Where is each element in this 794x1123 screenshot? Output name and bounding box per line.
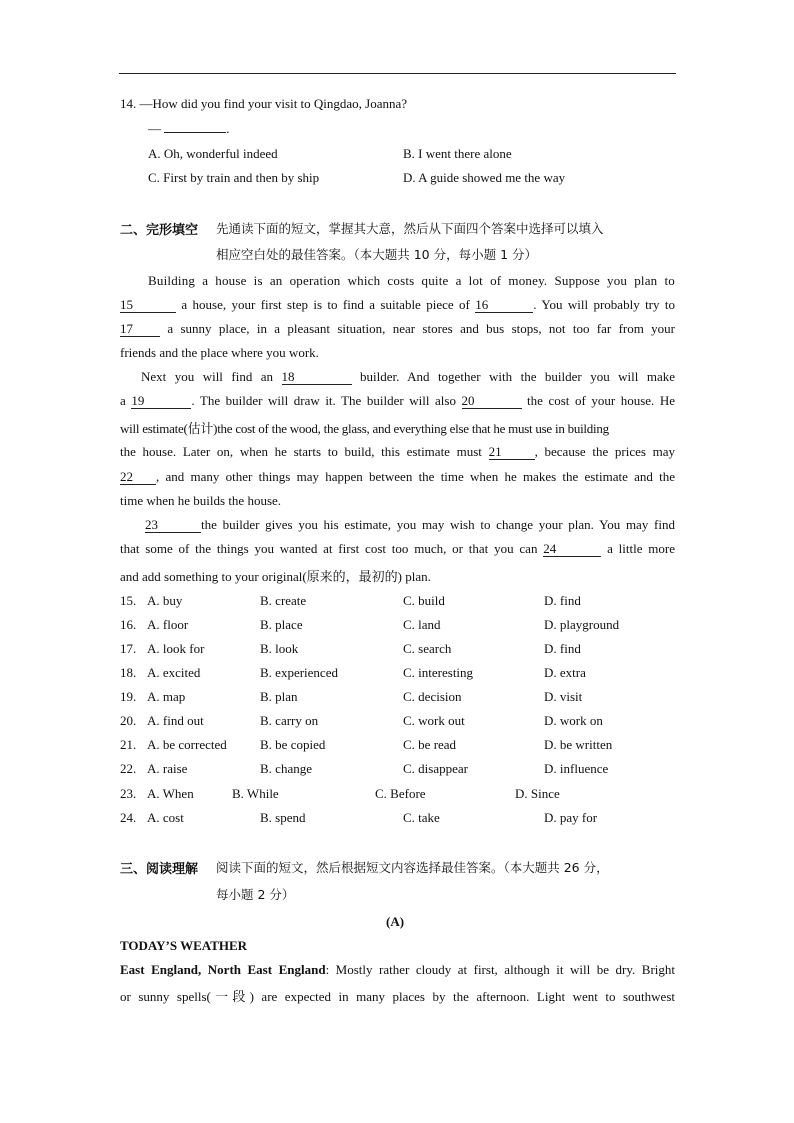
- passage-line-3: [120, 321, 675, 337]
- passage-line-13: and add something to your original(原来的，最初的) plan.: [120, 569, 431, 584]
- option-number: 18.: [120, 665, 137, 680]
- passage-text: a house, your first step is to find a suitable piece of: [181, 297, 470, 312]
- answer-blank[interactable]: [164, 132, 226, 133]
- passage-text: a sunny place, in a pleasant situation, near stores and bus stops, not too far from your: [167, 321, 676, 336]
- blank-15[interactable]: 15: [120, 298, 176, 313]
- section2-instruction-2: 相应空白处的最佳答案。（本大题共 10 分，每小题 1 分）: [216, 247, 538, 262]
- option-b[interactable]: B. experienced: [260, 665, 338, 680]
- option-c[interactable]: C. disappear: [403, 761, 468, 776]
- section2-instruction-1: 先通读下面的短文，掌握其大意，然后从下面四个答案中选择可以填入: [216, 221, 604, 236]
- option-d[interactable]: D. influence: [544, 761, 609, 776]
- question-14-answer-line: [148, 121, 230, 137]
- q14-option-a[interactable]: A. Oh, wonderful indeed: [148, 146, 278, 161]
- passage-text: , and many other things may happen between the time when he makes the estimate and the: [156, 469, 675, 484]
- blank-18[interactable]: 18: [282, 370, 352, 385]
- q14-option-b[interactable]: B. I went there alone: [403, 146, 512, 161]
- header-rule: [119, 73, 676, 74]
- option-number: 16.: [120, 617, 137, 632]
- option-b[interactable]: B. While: [232, 786, 279, 801]
- answer-period: .: [226, 121, 230, 136]
- option-b[interactable]: B. place: [260, 617, 303, 632]
- region-name: East England, North East England: [120, 962, 326, 977]
- option-b[interactable]: B. change: [260, 761, 312, 776]
- option-row-19: [120, 689, 680, 707]
- option-row-20: [120, 713, 680, 731]
- option-row-24: [120, 810, 680, 828]
- section3-instruction-2: 每小题 2 分）: [216, 887, 295, 902]
- option-number: 22.: [120, 761, 137, 776]
- option-number: 20.: [120, 713, 137, 728]
- option-c[interactable]: C. take: [403, 810, 440, 825]
- passage-text: . You will probably try to: [533, 297, 676, 312]
- passage-line-4: friends and the place where you work.: [120, 345, 319, 360]
- option-c[interactable]: C. search: [403, 641, 452, 656]
- option-c[interactable]: C. work out: [403, 713, 465, 728]
- option-b[interactable]: B. create: [260, 593, 307, 608]
- option-b[interactable]: B. look: [260, 641, 299, 656]
- option-d[interactable]: D. work on: [544, 713, 603, 728]
- option-c[interactable]: C. build: [403, 593, 445, 608]
- option-row-18: [120, 665, 680, 683]
- section2-title: 二、完形填空: [120, 223, 199, 238]
- option-a[interactable]: A. raise: [147, 761, 188, 776]
- passage-line-6: [120, 393, 675, 409]
- option-c[interactable]: C. interesting: [403, 665, 474, 680]
- option-number: 19.: [120, 689, 137, 704]
- option-b[interactable]: B. spend: [260, 810, 306, 825]
- passage-line-10: time when he builds the house.: [120, 493, 282, 508]
- answer-dash: —: [148, 121, 161, 136]
- blank-16[interactable]: 16: [475, 298, 533, 313]
- passage-text: the cost of your house. He: [527, 393, 675, 408]
- passage-text: a little more: [607, 541, 676, 556]
- option-a[interactable]: A. look for: [147, 641, 205, 656]
- option-b[interactable]: B. be copied: [260, 737, 326, 752]
- option-a[interactable]: A. excited: [147, 665, 201, 680]
- option-a[interactable]: A. map: [147, 689, 186, 704]
- blank-19[interactable]: 19: [131, 394, 191, 409]
- option-b[interactable]: B. plan: [260, 689, 298, 704]
- section3-instruction-1: 阅读下面的短文，然后根据短文内容选择最佳答案。（本大题共 26 分，: [216, 860, 609, 875]
- passage-line-9: [120, 469, 675, 485]
- passage-line-5: [141, 369, 675, 385]
- passage-line-2: [120, 297, 675, 313]
- option-number: 23.: [120, 786, 137, 801]
- option-a[interactable]: A. cost: [147, 810, 184, 825]
- q14-option-c[interactable]: C. First by train and then by ship: [148, 170, 320, 185]
- option-d[interactable]: D. find: [544, 593, 581, 608]
- option-a[interactable]: A. be corrected: [147, 737, 227, 752]
- option-row-17: [120, 641, 680, 659]
- option-c[interactable]: C. be read: [403, 737, 457, 752]
- blank-22[interactable]: 22: [120, 470, 156, 485]
- blank-23[interactable]: 23: [145, 518, 201, 533]
- q14-option-d[interactable]: D. A guide showed me the way: [403, 170, 566, 185]
- option-row-15: [120, 593, 680, 611]
- passage-line-11: [145, 517, 675, 533]
- passage-text: builder. And together with the builder you will make: [360, 369, 676, 384]
- passage-text: that some of the things you wanted at first cost too much, or that you can: [120, 541, 538, 556]
- option-d[interactable]: D. playground: [544, 617, 620, 632]
- passage-line-12: [120, 541, 675, 557]
- blank-24[interactable]: 24: [543, 542, 601, 557]
- passage-text: a: [120, 393, 126, 408]
- option-d[interactable]: D. pay for: [544, 810, 598, 825]
- passage-line-1: Building a house is an operation which costs quite a lot of money. Suppose you plan to: [148, 273, 675, 288]
- option-d[interactable]: D. Since: [515, 786, 560, 801]
- passage-line-7: will estimate(估计)the cost of the wood, the glass, and everything else that he must use in building: [120, 421, 609, 436]
- option-number: 21.: [120, 737, 137, 752]
- passage-text: the house. Later on, when he starts to build, this estimate must: [120, 444, 482, 459]
- option-d[interactable]: D. find: [544, 641, 581, 656]
- weather-title: TODAY’S WEATHER: [120, 938, 248, 953]
- option-row-21: [120, 737, 680, 755]
- option-d[interactable]: D. be written: [544, 737, 613, 752]
- option-row-16: [120, 617, 680, 635]
- passage-text: . The builder will draw it. The builder will also: [191, 393, 456, 408]
- weather-text: : Mostly rather cloudy at first, although it will be dry. Bright: [325, 962, 676, 977]
- section3-title: 三、阅读理解: [120, 862, 199, 877]
- weather-line-1: [120, 962, 675, 978]
- option-number: 17.: [120, 641, 137, 656]
- option-a[interactable]: A. buy: [147, 593, 183, 608]
- option-d[interactable]: D. visit: [544, 689, 583, 704]
- passage-label: (A): [386, 914, 405, 929]
- passage-text: Next you will find an: [141, 369, 274, 384]
- option-row-22: [120, 761, 680, 779]
- blank-20[interactable]: 20: [462, 394, 522, 409]
- option-number: 15.: [120, 593, 137, 608]
- question-14: 14. —How did you find your visit to Qingdao, Joanna?: [120, 96, 408, 111]
- option-c[interactable]: C. decision: [403, 689, 462, 704]
- passage-line-8: [120, 444, 675, 460]
- option-c[interactable]: C. Before: [375, 786, 426, 801]
- option-d[interactable]: D. extra: [544, 665, 586, 680]
- option-c[interactable]: C. land: [403, 617, 441, 632]
- passage-text: , because the prices may: [534, 444, 675, 459]
- option-number: 24.: [120, 810, 137, 825]
- passage-text: the builder gives you his estimate, you may wish to change your plan. You may find: [201, 517, 675, 532]
- option-a[interactable]: A. floor: [147, 617, 189, 632]
- option-row-23: [120, 786, 680, 804]
- blank-21[interactable]: 21: [489, 445, 535, 460]
- option-a[interactable]: A. find out: [147, 713, 204, 728]
- option-b[interactable]: B. carry on: [260, 713, 319, 728]
- weather-line-2: or sunny spells(一段) are expected in many places by the afternoon. Light went to southwest: [120, 989, 675, 1004]
- option-a[interactable]: A. When: [147, 786, 194, 801]
- blank-17[interactable]: 17: [120, 322, 160, 337]
